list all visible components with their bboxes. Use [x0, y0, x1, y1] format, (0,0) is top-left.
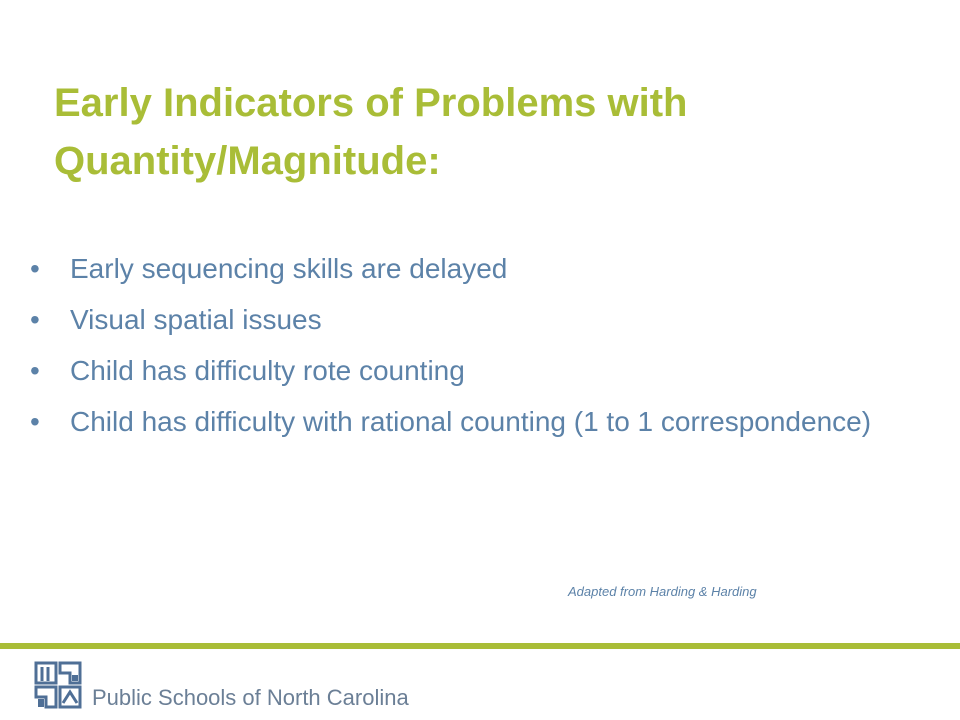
slide-title: Early Indicators of Problems with Quantity/Magnitude: — [54, 81, 688, 183]
bullet-text: Child has difficulty with rational counting (1 to 1 correspondence) — [70, 406, 872, 437]
attribution-note: Adapted from Harding & Harding — [568, 584, 757, 599]
bullet-mark: • — [30, 406, 40, 437]
footer — [0, 649, 960, 720]
bullet-list — [30, 252, 910, 456]
bullet-mark: • — [30, 304, 40, 335]
nc-public-schools-logo-icon — [32, 659, 84, 713]
org-name: Public Schools of North Carolina — [92, 685, 409, 710]
bullet-mark: • — [30, 253, 40, 284]
bullet-item — [30, 405, 910, 439]
bullet-item — [30, 303, 910, 337]
bullet-text: Visual spatial issues — [70, 304, 322, 335]
bullet-item — [30, 252, 910, 286]
bullet-text: Child has difficulty rote counting — [70, 355, 465, 386]
bullet-mark: • — [30, 355, 40, 386]
bullet-text: Early sequencing skills are delayed — [70, 253, 508, 284]
bullet-item — [30, 354, 910, 388]
